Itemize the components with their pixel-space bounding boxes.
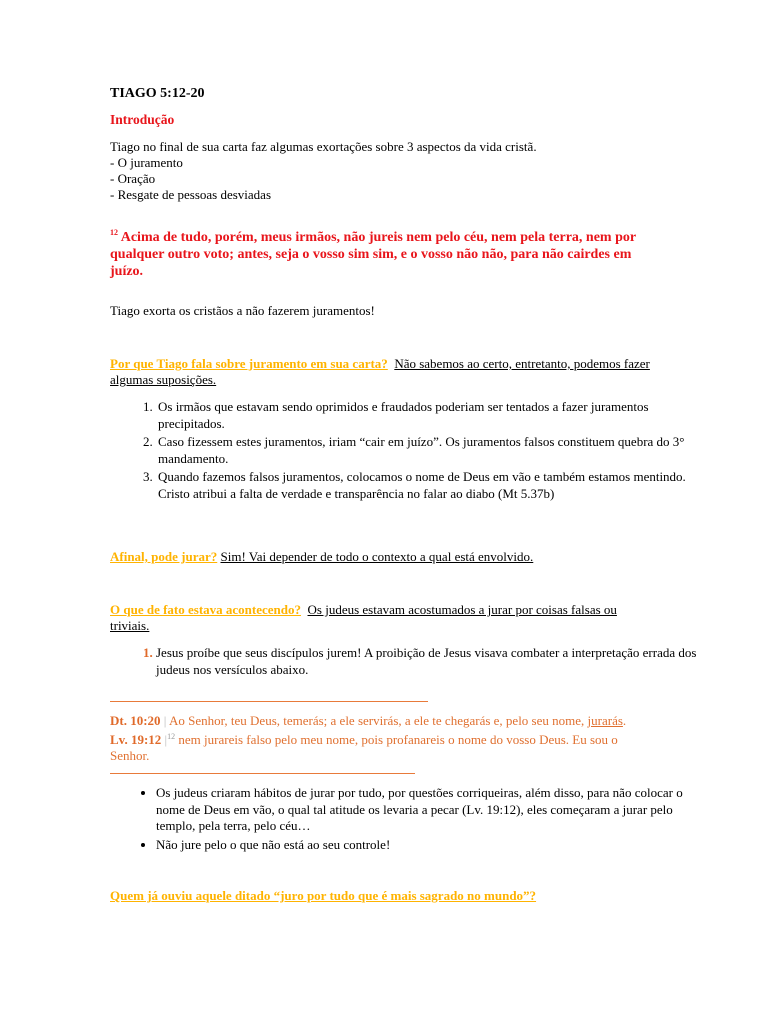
intro-heading: Introdução <box>110 112 175 127</box>
divider-line <box>110 773 415 774</box>
intro-paragraph <box>110 139 670 203</box>
intro-line: - Oração <box>110 171 156 186</box>
question-answer: Sim! Vai depender de todo o contexto a qual está envolvido. <box>220 549 534 564</box>
question-answer: Os judeus estavam acostumados a jurar por coisas falsas ou triviais. <box>110 602 617 633</box>
numbered-list <box>110 399 706 504</box>
scripture-references: Dt. 10:20 | Ao Senhor, teu Deus, temerás; a ele servirás, a ele te chegarás e, pelo seu nome, jurarás. Lv. 19:12 $|^{12}$ nem jurareis falso pelo meu nome, pois profanareis o nome do vosso Deus. Eu sou o Senhor. <box>110 713 627 763</box>
verse-text: Acima de tudo, porém, meus irmãos, não jureis nem pelo céu, nem pela terra, nem por qualquer outro voto; antes, seja o vosso sim sim, e o vosso não não, para não cairdes em juízo. <box>110 230 636 279</box>
question-heading: O que de fato estava acontecendo? <box>110 602 302 617</box>
verse-number: 12 <box>110 228 118 237</box>
reference-text: Ao Senhor, teu Deus, temerás; a ele servirás, a ele te chegarás e, pelo seu nome, <box>168 713 585 728</box>
reference-label: Lv. 19:12 <box>110 732 162 747</box>
reference-underlined-word: jurarás <box>587 713 623 728</box>
question-heading: Quem já ouviu aquele ditado “juro por tudo que é mais sagrado no mundo”? <box>110 888 537 903</box>
intro-line: Tiago no final de sua carta faz algumas exortações sobre 3 aspectos da vida cristã. <box>110 139 537 154</box>
intro-line: - Resgate de pessoas desviadas <box>110 187 272 202</box>
reference-verse-number: 12 <box>167 732 176 741</box>
intro-line: - O juramento <box>110 155 183 170</box>
question-block-3 <box>110 602 655 634</box>
reference-label: Dt. 10:20 <box>110 713 161 728</box>
reference-text: nem jurareis falso pelo meu nome, pois profanareis o nome do vosso Deus. Eu sou o Senhor. <box>110 732 618 763</box>
bullet-list <box>110 785 706 855</box>
numbered-list <box>110 645 706 678</box>
list-item: • Não jure pelo o que não está ao seu controle! <box>156 837 706 854</box>
question-block-4 <box>110 888 536 904</box>
verse-quote <box>110 224 655 280</box>
list-item: 1. Os irmãos que estavam sendo oprimidos e fraudados poderiam ser tentados a fazer juramentos precipitados. <box>156 399 706 432</box>
list-item: 2. Caso fizessem estes juramentos, iriam “cair em juízo”. Os juramentos falsos constituem quebra do 3° mandamento. <box>156 434 706 467</box>
document-title: TIAGO 5:12-20 <box>110 86 205 101</box>
list-item: 3. Quando fazemos falsos juramentos, colocamos o nome de Deus em vão e também estamos mentindo. Cristo atribui a falta de verdade e transparência no falar ao diabo (Mt 5.37b) <box>156 469 706 502</box>
list-item: • Os judeus criaram hábitos de jurar por tudo, por questões corriqueiras, além disso, para não colocar o nome de Deus em vão, o qual tal atitude os levaria a pecar (Lv. 19:12), eles começaram a jurar pelo templo, pela terra, pelo céu… <box>156 785 706 835</box>
exhortation-text: Tiago exorta os cristãos a não fazerem juramentos! <box>110 303 375 318</box>
question-answer: Não sabemos ao certo, entretanto, podemos fazer algumas suposições. <box>110 356 650 387</box>
divider-line <box>110 701 428 702</box>
question-heading: Por que Tiago fala sobre juramento em sua carta? <box>110 356 388 371</box>
question-heading: Afinal, pode jurar? <box>110 549 218 564</box>
question-block-2 <box>110 549 533 565</box>
list-item: 1. Jesus proíbe que seus discípulos jurem! A proibição de Jesus visava combater a interpretação errada dos judeus nos versículos abaixo. <box>156 645 706 678</box>
question-block-1 <box>110 356 650 388</box>
